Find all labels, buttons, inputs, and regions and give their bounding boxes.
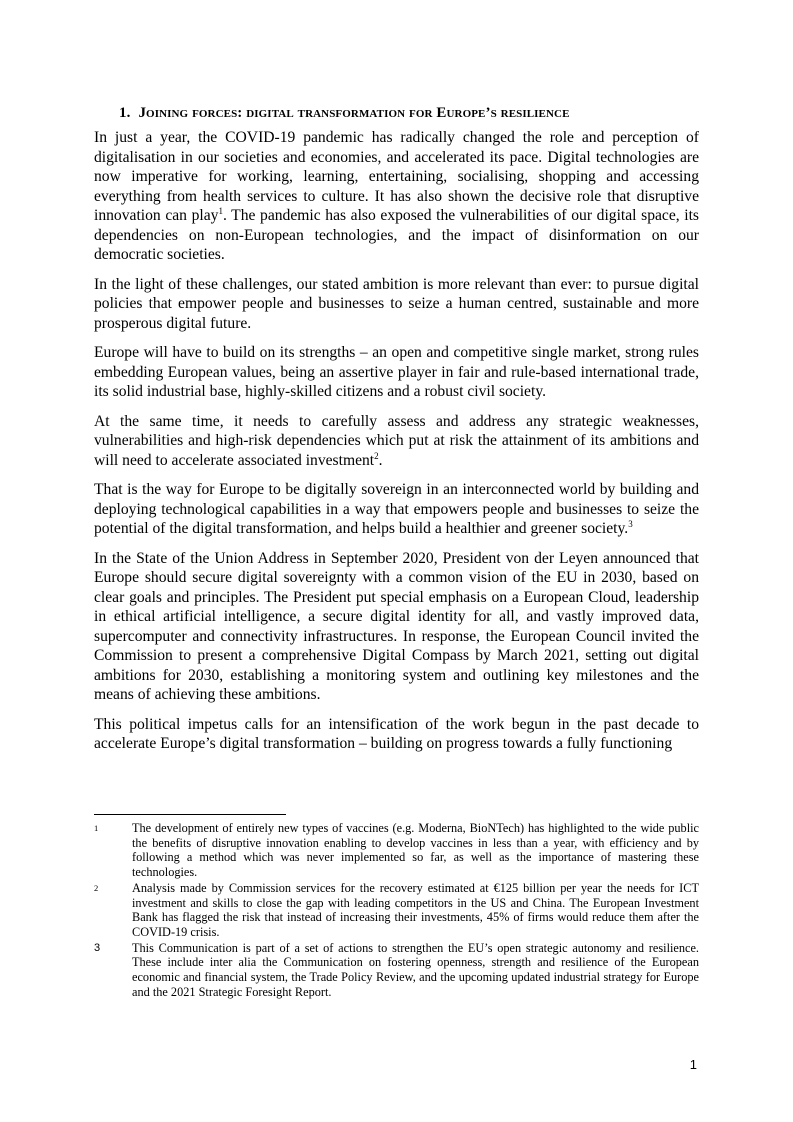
paragraph-4-text-b: . [378,451,383,469]
footnote-ref-3[interactable]: 3 [628,519,633,529]
paragraph-4 [94,412,699,471]
paragraph-1-text-a: In just a year, the COVID-19 pandemic has radically changed the role and perception of digitalisation in our societies and economies, and accelerated its pace. Digital technologies are now imperative for working, learning, entertaining, socialising, shopping and accessing everything from health services to culture. It has also shown the decisive role that disruptive innovation can play [94,129,699,224]
paragraph-4-text-a: At the same time, it needs to carefully assess and address any strategic weaknesses, vulnerabilities and high-risk dependencies which put at risk the attainment of its ambitions and will need to accelerate associated investment [94,412,699,469]
paragraph-2: In the light of these challenges, our stated ambition is more relevant than ever: to pursue digital policies that empower people and businesses to seize a human centred, sustainable and more prosperous digital future. [94,275,699,332]
section-number: 1. [119,105,131,121]
footnote-2 [94,881,699,940]
footnote-text: This Communication is part of a set of actions to strengthen the EU’s open strategic autonomy and resilience. These include inter alia the Communication on fostering openness, strength and resilience of the European economic and financial system, the Trade Policy Review, and the upcoming updated industrial strategy for Europe and the 2021 Strategic Foresight Report. [132,940,699,999]
section-heading [119,104,699,122]
footnotes [94,821,699,1000]
paragraph-6: In the State of the Union Address in September 2020, President von der Leyen announced that Europe should secure digital sovereignty with a common vision of the EU in 2030, based on clear goals and principles. The President put special emphasis on a European Cloud, leadership in ethical artificial intelligence, a secure digital identity for all, and vastly improved data, supercomputer and connectivity infrastructures. In response, the European Council invited the Commission to present a comprehensive Digital Compass by March 2021, setting out digital ambitions for 2030, establishing a monitoring system and outlining key milestones and the means of achieving these ambitions. [94,549,699,703]
paragraph-1-text-b: . The pandemic has also exposed the vulnerabilities of our digital space, its dependencies on non-European technologies, and the impact of disinformation on our democratic societies. [94,207,700,263]
paragraph-3: Europe will have to build on its strengths – an open and competitive single market, strong rules embedding European values, being an assertive player in fair and rule-based international trade, its solid industrial base, highly-skilled citizens and a robust civil society. [94,344,699,400]
paragraph-5 [94,480,699,539]
paragraph-7: This political impetus calls for an intensification of the work begun in the past decade to accelerate Europe’s digital transformation – building on progress towards a fully functioning [94,715,699,752]
section-title: Joining forces: digital transformation for Europe’s resilience [138,105,570,121]
footnote-divider [94,814,286,815]
footnote-number: 1 [94,823,99,833]
footnote-ref-1[interactable]: 1 [218,206,223,216]
document-body [94,104,699,764]
page-number: 1 [689,1057,697,1072]
footnote-1 [94,821,699,880]
footnote-ref-2[interactable]: 2 [374,450,379,461]
footnote-text: The development of entirely new types of vaccines (e.g. Moderna, BioNTech) has highlighted to the wide public the benefits of disruptive innovation enabling to develop vaccines in less than a year, with efficiency and by following a method which was never implemented so far, as well as the importance of mastering these technologies. [132,821,699,880]
paragraph-1 [94,128,699,265]
paragraph-5-text: That is the way for Europe to be digitally sovereign in an interconnected world by building and deploying technological capabilities in a way that empowers people and businesses to seize the potential of the digital transformation, and helps build a healthier and greener society. [94,481,699,537]
footnote-number: 2 [94,882,99,893]
footnote-number: 3 [94,941,101,954]
footnote-text: Analysis made by Commission services for the recovery estimated at €125 billion per year the needs for ICT investment and skills to close the gap with leading competitors in the US and China. The European Investment Bank has flagged the risk that instead of increasing their investments, 45% of firms would reduce them after the COVID-19 crisis. [132,880,699,939]
footnote-3 [94,941,699,1000]
